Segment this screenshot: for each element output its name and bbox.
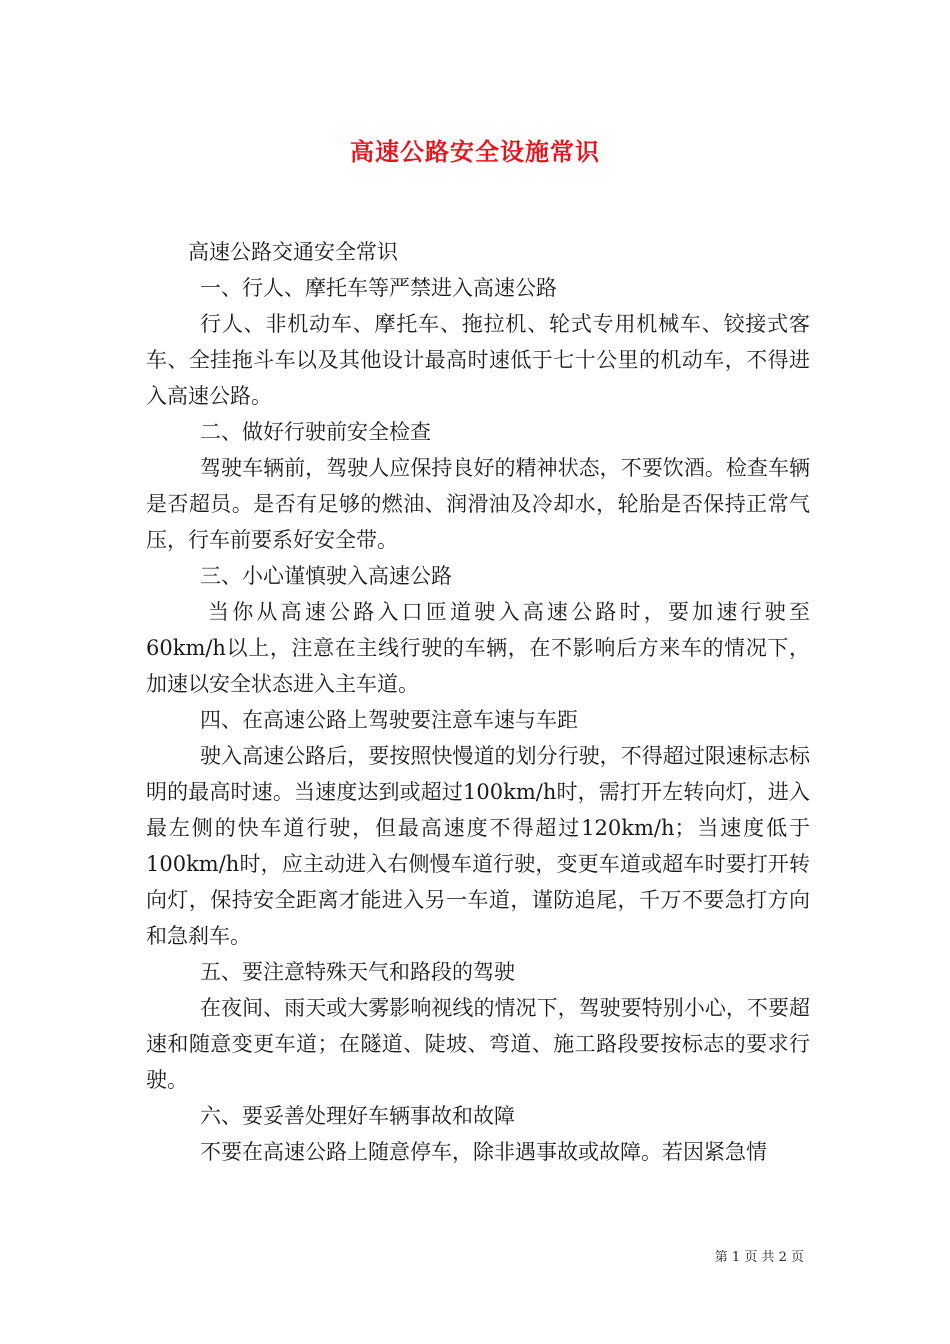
section-heading-6: 六、要妥善处理好车辆事故和故障: [200, 1104, 515, 1128]
document-title: 高速公路安全设施常识: [350, 137, 600, 166]
section-heading-3: 三、小心谨慎驶入高速公路: [200, 564, 452, 588]
section-heading-4: 四、在高速公路上驾驶要注意车速与车距: [200, 708, 578, 732]
section-paragraph-3: 当你从高速公路入口匝道驶入高速公路时，要加速行驶至60km/h以上，注意在主线行驶的车辆，在不影响后方来车的情况下，加速以安全状态进入主车道。: [146, 600, 810, 696]
section-paragraph-6: 不要在高速公路上随意停车，除非遇事故或故障。若因紧急情: [200, 1140, 767, 1164]
section-heading-1: 一、行人、摩托车等严禁进入高速公路: [200, 276, 557, 300]
section-paragraph-2: 驾驶车辆前，驾驶人应保持良好的精神状态，不要饮酒。检查车辆是否超员。是否有足够的燃油、润滑油及冷却水，轮胎是否保持正常气压，行车前要系好安全带。: [146, 456, 810, 552]
section-heading-5: 五、要注意特殊天气和路段的驾驶: [200, 960, 515, 984]
page-number: 第 1 页 共 2 页: [714, 1250, 804, 1265]
document-subtitle: 高速公路交通安全常识: [188, 240, 398, 264]
section-heading-2: 二、做好行驶前安全检查: [200, 420, 431, 444]
section-paragraph-4: 驶入高速公路后，要按照快慢道的划分行驶，不得超过限速标志标明的最高时速。当速度达到或超过100km/h时，需打开左转向灯，进入最左侧的快车道行驶，但最高速度不得超过120km/h；当速度低于100km/h时，应主动进入右侧慢车道行驶，变更车道或超车时要打开转向灯，保持安全距离才能进入另一车道，谨防追尾，千万不要急打方向和急刹车。: [146, 744, 810, 948]
document-body: [146, 234, 810, 1170]
section-paragraph-5: 在夜间、雨天或大雾影响视线的情况下，驾驶要特别小心，不要超速和随意变更车道；在隧道、陡坡、弯道、施工路段要按标志的要求行驶。: [146, 996, 810, 1092]
section-paragraph-1: 行人、非机动车、摩托车、拖拉机、轮式专用机械车、铰接式客车、全挂拖斗车以及其他设计最高时速低于七十公里的机动车，不得进入高速公路。: [146, 312, 810, 408]
